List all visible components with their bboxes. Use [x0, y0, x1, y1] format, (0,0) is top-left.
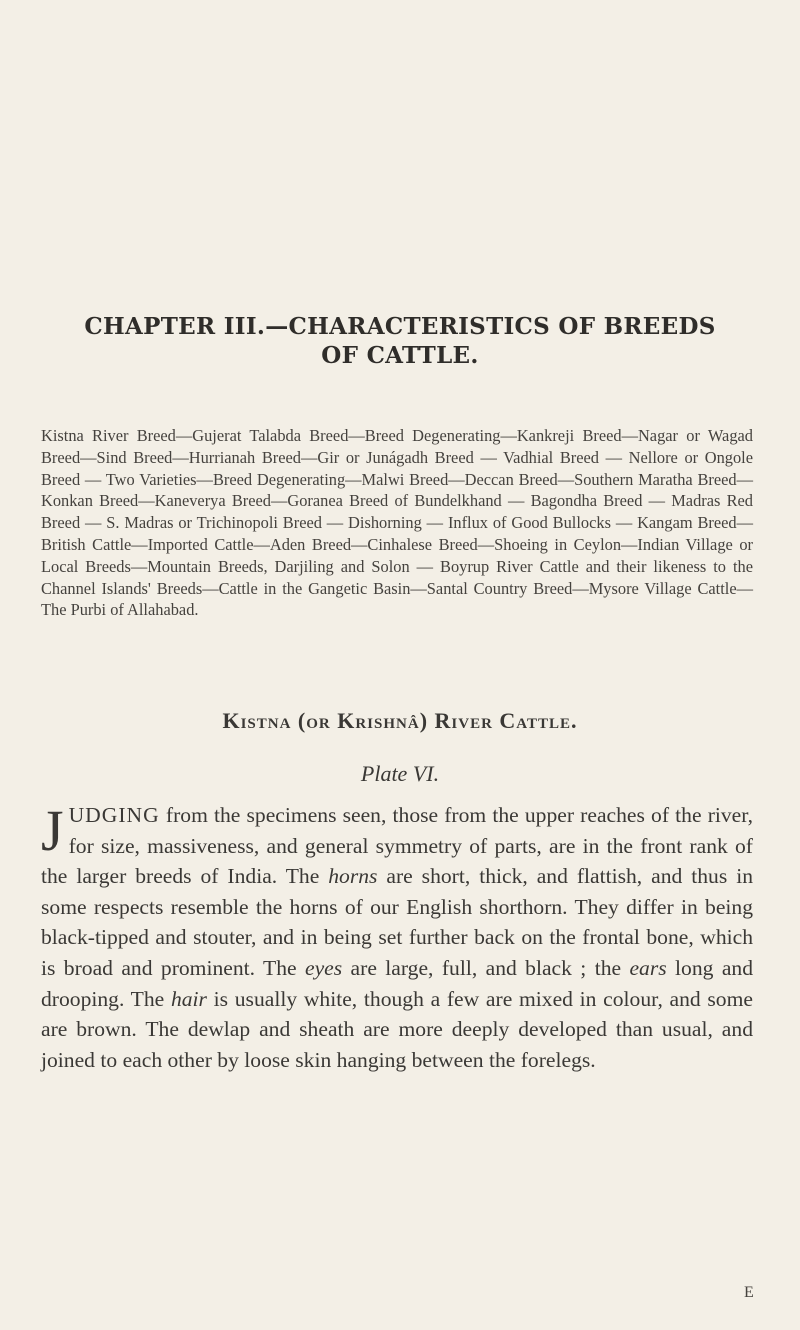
- body-text-3: are large, full, and black ; the: [342, 955, 630, 980]
- signature-mark: E: [744, 1284, 754, 1301]
- chapter-title: [30, 312, 770, 370]
- lead-word: UDGING: [68, 803, 160, 827]
- section-heading: Kistna (or Krishnâ) River Cattle.: [222, 708, 578, 733]
- body-text-4: long and drooping. The: [41, 955, 754, 1011]
- body-text-5: is usually white, though a few are mixed in colour, and some are brown. The dewlap and sheath are more deeply developed than usual, and joined to each other by loose skin hanging between the forelegs.: [41, 986, 753, 1072]
- chapter-title-line-1: CHAPTER III.—CHARACTERISTICS OF BREEDS: [84, 313, 716, 340]
- term-hair: hair: [170, 986, 207, 1011]
- chapter-summary: Kistna River Breed—Gujerat Talabda Breed—Breed Degenerating—Kankreji Breed—Nagar or Wagad Breed—Sind Breed—Hurrianah Breed—Gir or Junágadh Breed — Vadhial Breed — Nellore or Ongole Breed — Two Varieties—Breed Degenerating—Malwi Breed—Deccan Breed—Southern Maratha Breed—Konkan Breed—Kaneverya Breed—Goranea Breed of Bundelkhand — Bagondha Breed — Madras Red Breed — S. Madras or Trichinopoli Breed — Dishorning — Influx of Good Bullocks — Kangam Breed—British Cattle—Imported Cattle—Aden Breed—Cinhalese Breed—Shoeing in Ceylon—Indian Village or Local Breeds—Mountain Breeds, Darjiling and Solon — Boyrup River Cattle and their likeness to the Channel Islands' Breeds—Cattle in the Gangetic Basin—Santal Country Breed—Mysore Village Cattle—The Purbi of Allahabad.: [41, 426, 753, 620]
- term-eyes: eyes: [305, 955, 343, 980]
- body-text-2: are short, thick, and flattish, and thus in some respects resemble the horns of our English shorthorn. They differ in being black-tipped and stouter, and in being set further back on the frontal bone, which is broad and prominent. The: [41, 864, 753, 980]
- term-horns: horns: [328, 864, 378, 889]
- body-text-1: from the specimens seen, those from the upper reaches of the river, for size, massiveness, and general symmetry of parts, are in the front rank of the larger breeds of India. The: [41, 803, 753, 889]
- chapter-title-line-2: OF CATTLE.: [321, 342, 479, 369]
- term-ears: ears: [629, 955, 667, 980]
- drop-cap: J: [41, 798, 64, 863]
- plate-label: Plate VI.: [360, 761, 440, 786]
- body-paragraph: [41, 800, 753, 1075]
